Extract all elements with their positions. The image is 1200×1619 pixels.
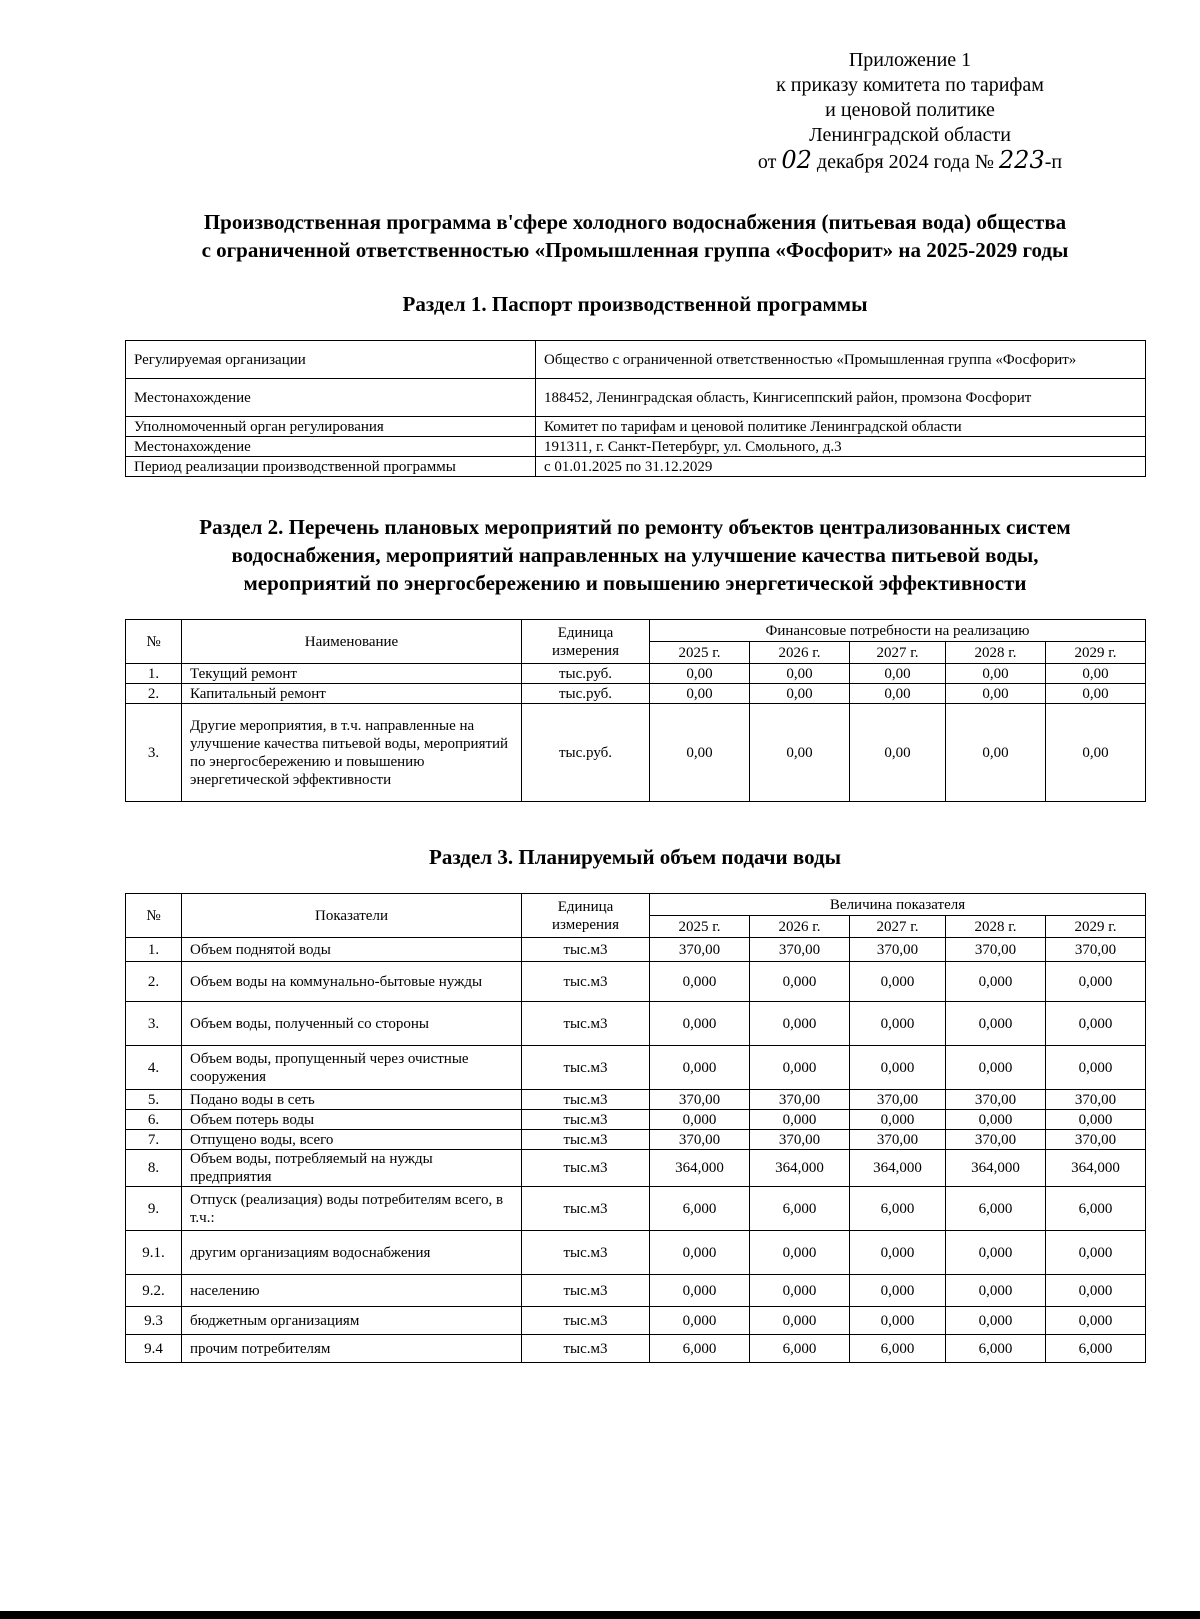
row-value: 0,00 — [1046, 704, 1146, 802]
section-2-title-line-1: Раздел 2. Перечень плановых мероприятий по ремонту объектов централизованных систем — [199, 515, 1071, 539]
year-header: 2026 г. — [750, 642, 850, 664]
section-2-title-line-2: водоснабжения, мероприятий направленных на улучшение качества питьевой воды, — [231, 543, 1039, 567]
row-value: 0,000 — [650, 1002, 750, 1046]
row-value: 370,00 — [750, 938, 850, 962]
row-number: 5. — [126, 1090, 182, 1110]
row-value: 0,000 — [946, 1307, 1046, 1335]
row-value: 6,000 — [750, 1187, 850, 1231]
row-number: 9.4 — [126, 1335, 182, 1363]
row-number: 9. — [126, 1187, 182, 1231]
row-name: Объем потерь воды — [182, 1110, 522, 1130]
row-value: 370,00 — [650, 1130, 750, 1150]
appendix-line-4: Ленинградской области — [809, 124, 1011, 146]
table-row — [126, 664, 1146, 684]
row-value: 6,000 — [1046, 1187, 1146, 1231]
s2-header-unit: Единица измерения — [522, 620, 650, 664]
row-value: 0,000 — [850, 1275, 946, 1307]
section-2-title — [110, 513, 1160, 597]
row-value: 364,000 — [1046, 1150, 1146, 1187]
row-value: 370,00 — [1046, 1130, 1146, 1150]
row-unit: тыс.м3 — [522, 1307, 650, 1335]
number-suffix: -п — [1044, 151, 1063, 173]
row-value: 370,00 — [650, 938, 750, 962]
row-name: Объем воды, полученный со стороны — [182, 1002, 522, 1046]
row-value: 0,00 — [850, 684, 946, 704]
row-value: 0,00 — [1046, 684, 1146, 704]
table-row — [126, 938, 1146, 962]
s3-header-unit: Единица измерения — [522, 894, 650, 938]
row-number: 9.1. — [126, 1231, 182, 1275]
row-value: 0,000 — [850, 1307, 946, 1335]
year-header: 2029 г. — [1046, 642, 1146, 664]
handwritten-number: 223 — [998, 146, 1045, 174]
row-value: 0,000 — [1046, 1046, 1146, 1090]
passport-row — [126, 379, 1146, 417]
row-number: 3. — [126, 704, 182, 802]
passport-value: Общество с ограниченной ответственностью «Промышленная группа «Фосфорит» — [536, 341, 1146, 379]
table-row — [126, 1130, 1146, 1150]
passport-value: с 01.01.2025 по 31.12.2029 — [536, 457, 1146, 477]
passport-row — [126, 457, 1146, 477]
row-value: 0,000 — [1046, 1110, 1146, 1130]
table-row — [126, 1335, 1146, 1363]
s3-header-num: № — [126, 894, 182, 938]
row-name: прочим потребителям — [182, 1335, 522, 1363]
table-row — [126, 1187, 1146, 1231]
table-row — [126, 684, 1146, 704]
s2-header-group: Финансовые потребности на реализацию — [650, 620, 1146, 642]
appendix-line-2: к приказу комитета по тарифам — [776, 74, 1044, 96]
row-value: 370,00 — [850, 938, 946, 962]
row-value: 0,000 — [1046, 1307, 1146, 1335]
row-value: 0,000 — [750, 1307, 850, 1335]
row-name: Подано воды в сеть — [182, 1090, 522, 1110]
row-value: 0,000 — [650, 1231, 750, 1275]
date-prefix: от — [757, 151, 777, 173]
row-unit: тыс.м3 — [522, 938, 650, 962]
row-value: 0,000 — [750, 1046, 850, 1090]
row-value: 0,000 — [750, 1275, 850, 1307]
row-value: 0,000 — [1046, 1275, 1146, 1307]
row-value: 0,000 — [946, 1002, 1046, 1046]
passport-label: Период реализации производственной программы — [126, 457, 536, 477]
row-value: 0,000 — [1046, 962, 1146, 1002]
row-value: 370,00 — [946, 1090, 1046, 1110]
table-row — [126, 1046, 1146, 1090]
row-value: 0,00 — [750, 704, 850, 802]
row-value: 0,000 — [750, 1110, 850, 1130]
row-number: 9.2. — [126, 1275, 182, 1307]
row-value: 370,00 — [946, 1130, 1046, 1150]
s2-header-name: Наименование — [182, 620, 522, 664]
year-header: 2026 г. — [750, 916, 850, 938]
passport-row — [126, 341, 1146, 379]
handwritten-day: 02 — [781, 146, 812, 174]
appendix-title: Приложение 1 — [848, 49, 972, 71]
table-row — [126, 1231, 1146, 1275]
year-header: 2025 г. — [650, 916, 750, 938]
row-name: Объем воды, пропущенный через очистные сооружения — [182, 1046, 522, 1090]
row-value: 0,00 — [650, 664, 750, 684]
row-value: 6,000 — [946, 1335, 1046, 1363]
row-value: 0,000 — [946, 1046, 1046, 1090]
table-row — [126, 962, 1146, 1002]
row-value: 0,000 — [650, 1307, 750, 1335]
row-unit: тыс.руб. — [522, 664, 650, 684]
table-row — [126, 1307, 1146, 1335]
row-value: 0,000 — [850, 1110, 946, 1130]
table-row — [126, 1275, 1146, 1307]
passport-value: 188452, Ленинградская область, Кингисеппский район, промзона Фосфорит — [536, 379, 1146, 417]
table-row — [126, 704, 1146, 802]
row-value: 370,00 — [946, 938, 1046, 962]
row-value: 370,00 — [650, 1090, 750, 1110]
row-name: Текущий ремонт — [182, 664, 522, 684]
passport-row — [126, 417, 1146, 437]
row-value: 6,000 — [650, 1335, 750, 1363]
row-value: 0,00 — [946, 664, 1046, 684]
row-name: Объем воды на коммунально-бытовые нужды — [182, 962, 522, 1002]
row-value: 6,000 — [850, 1187, 946, 1231]
row-value: 0,000 — [850, 1002, 946, 1046]
row-unit: тыс.м3 — [522, 1110, 650, 1130]
row-value: 0,00 — [850, 664, 946, 684]
row-name: Отпущено воды, всего — [182, 1130, 522, 1150]
row-value: 6,000 — [850, 1335, 946, 1363]
row-value: 0,000 — [850, 1231, 946, 1275]
row-value: 0,00 — [1046, 664, 1146, 684]
row-number: 6. — [126, 1110, 182, 1130]
row-number: 7. — [126, 1130, 182, 1150]
table-row — [126, 1090, 1146, 1110]
row-value: 0,000 — [850, 962, 946, 1002]
row-number: 8. — [126, 1150, 182, 1187]
row-name: Другие мероприятия, в т.ч. направленные на улучшение качества питьевой воды, мероприятий по энергосбережению и повышению энергетической эффективности — [182, 704, 522, 802]
row-value: 6,000 — [946, 1187, 1046, 1231]
row-name: Объем воды, потребляемый на нужды предприятия — [182, 1150, 522, 1187]
document-title-line-1: Производственная программа в'сфере холодного водоснабжения (питьевая вода) общества — [203, 210, 1067, 234]
row-value: 370,00 — [850, 1090, 946, 1110]
document-title-line-2: с ограниченной ответственностью «Промышленная группа «Фосфорит» на 2025-2029 годы — [201, 238, 1069, 262]
row-value: 0,000 — [1046, 1002, 1146, 1046]
section-1-title: Раздел 1. Паспорт производственной программы — [402, 292, 868, 316]
year-header: 2029 г. — [1046, 916, 1146, 938]
row-unit: тыс.м3 — [522, 1046, 650, 1090]
section-3-title: Раздел 3. Планируемый объем подачи воды — [429, 845, 841, 869]
row-unit: тыс.м3 — [522, 962, 650, 1002]
row-number: 2. — [126, 684, 182, 704]
row-value: 370,00 — [1046, 938, 1146, 962]
year-header: 2027 г. — [850, 916, 946, 938]
row-value: 0,000 — [750, 1002, 850, 1046]
row-name: населению — [182, 1275, 522, 1307]
document-title — [120, 208, 1150, 264]
row-value: 0,00 — [946, 704, 1046, 802]
row-value: 364,000 — [650, 1150, 750, 1187]
row-unit: тыс.м3 — [522, 1275, 650, 1307]
row-value: 6,000 — [750, 1335, 850, 1363]
row-unit: тыс.м3 — [522, 1335, 650, 1363]
row-value: 370,00 — [850, 1130, 946, 1150]
passport-label: Регулируемая организации — [126, 341, 536, 379]
row-value: 364,000 — [750, 1150, 850, 1187]
row-value: 0,000 — [650, 1110, 750, 1130]
row-value: 0,000 — [750, 962, 850, 1002]
table-row — [126, 1002, 1146, 1046]
row-name: Объем поднятой воды — [182, 938, 522, 962]
row-unit: тыс.м3 — [522, 1130, 650, 1150]
row-value: 0,000 — [750, 1231, 850, 1275]
passport-label: Местонахождение — [126, 379, 536, 417]
passport-row — [126, 437, 1146, 457]
table-row — [126, 1150, 1146, 1187]
row-value: 364,000 — [946, 1150, 1046, 1187]
appendix-header — [700, 48, 1120, 175]
row-unit: тыс.м3 — [522, 1090, 650, 1110]
scan-edge-line — [0, 1611, 1200, 1619]
row-value: 0,000 — [650, 1275, 750, 1307]
row-value: 0,000 — [1046, 1231, 1146, 1275]
passport-label: Уполномоченный орган регулирования — [126, 417, 536, 437]
row-unit: тыс.м3 — [522, 1187, 650, 1231]
row-value: 0,000 — [946, 1275, 1046, 1307]
year-header: 2027 г. — [850, 642, 946, 664]
passport-table — [125, 340, 1146, 477]
row-value: 6,000 — [1046, 1335, 1146, 1363]
year-header: 2028 г. — [946, 642, 1046, 664]
row-unit: тыс.руб. — [522, 704, 650, 802]
s3-header-name: Показатели — [182, 894, 522, 938]
row-number: 4. — [126, 1046, 182, 1090]
row-number: 1. — [126, 938, 182, 962]
row-value: 0,00 — [750, 684, 850, 704]
row-name: Отпуск (реализация) воды потребителям всего, в т.ч.: — [182, 1187, 522, 1231]
s3-header-group: Величина показателя — [650, 894, 1146, 916]
row-value: 364,000 — [850, 1150, 946, 1187]
row-unit: тыс.руб. — [522, 684, 650, 704]
row-value: 370,00 — [750, 1130, 850, 1150]
row-value: 0,000 — [850, 1046, 946, 1090]
row-value: 0,00 — [946, 684, 1046, 704]
row-value: 370,00 — [1046, 1090, 1146, 1110]
row-unit: тыс.м3 — [522, 1002, 650, 1046]
row-value: 0,00 — [850, 704, 946, 802]
row-name: бюджетным организациям — [182, 1307, 522, 1335]
date-middle: декабря 2024 года № — [816, 151, 994, 173]
s2-header-num: № — [126, 620, 182, 664]
row-number: 3. — [126, 1002, 182, 1046]
row-value: 0,00 — [650, 704, 750, 802]
row-number: 2. — [126, 962, 182, 1002]
row-value: 0,000 — [650, 962, 750, 1002]
passport-value: 191311, г. Санкт-Петербург, ул. Смольного, д.3 — [536, 437, 1146, 457]
year-header: 2028 г. — [946, 916, 1046, 938]
row-value: 0,00 — [650, 684, 750, 704]
table-row — [126, 1110, 1146, 1130]
row-unit: тыс.м3 — [522, 1231, 650, 1275]
appendix-date-line — [700, 148, 1120, 175]
row-unit: тыс.м3 — [522, 1150, 650, 1187]
year-header: 2025 г. — [650, 642, 750, 664]
row-value: 0,000 — [946, 962, 1046, 1002]
row-value: 0,00 — [750, 664, 850, 684]
appendix-line-3: и ценовой политике — [825, 99, 995, 121]
row-name: Капитальный ремонт — [182, 684, 522, 704]
row-value: 370,00 — [750, 1090, 850, 1110]
repair-measures-table — [125, 619, 1146, 802]
passport-label: Местонахождение — [126, 437, 536, 457]
row-value: 6,000 — [650, 1187, 750, 1231]
row-value: 0,000 — [650, 1046, 750, 1090]
row-number: 1. — [126, 664, 182, 684]
passport-value: Комитет по тарифам и ценовой политике Ленинградской области — [536, 417, 1146, 437]
row-value: 0,000 — [946, 1231, 1046, 1275]
row-number: 9.3 — [126, 1307, 182, 1335]
water-supply-table — [125, 893, 1146, 1363]
row-name: другим организациям водоснабжения — [182, 1231, 522, 1275]
section-2-title-line-3: мероприятий по энергосбережению и повышению энергетической эффективности — [243, 571, 1027, 595]
row-value: 0,000 — [946, 1110, 1046, 1130]
